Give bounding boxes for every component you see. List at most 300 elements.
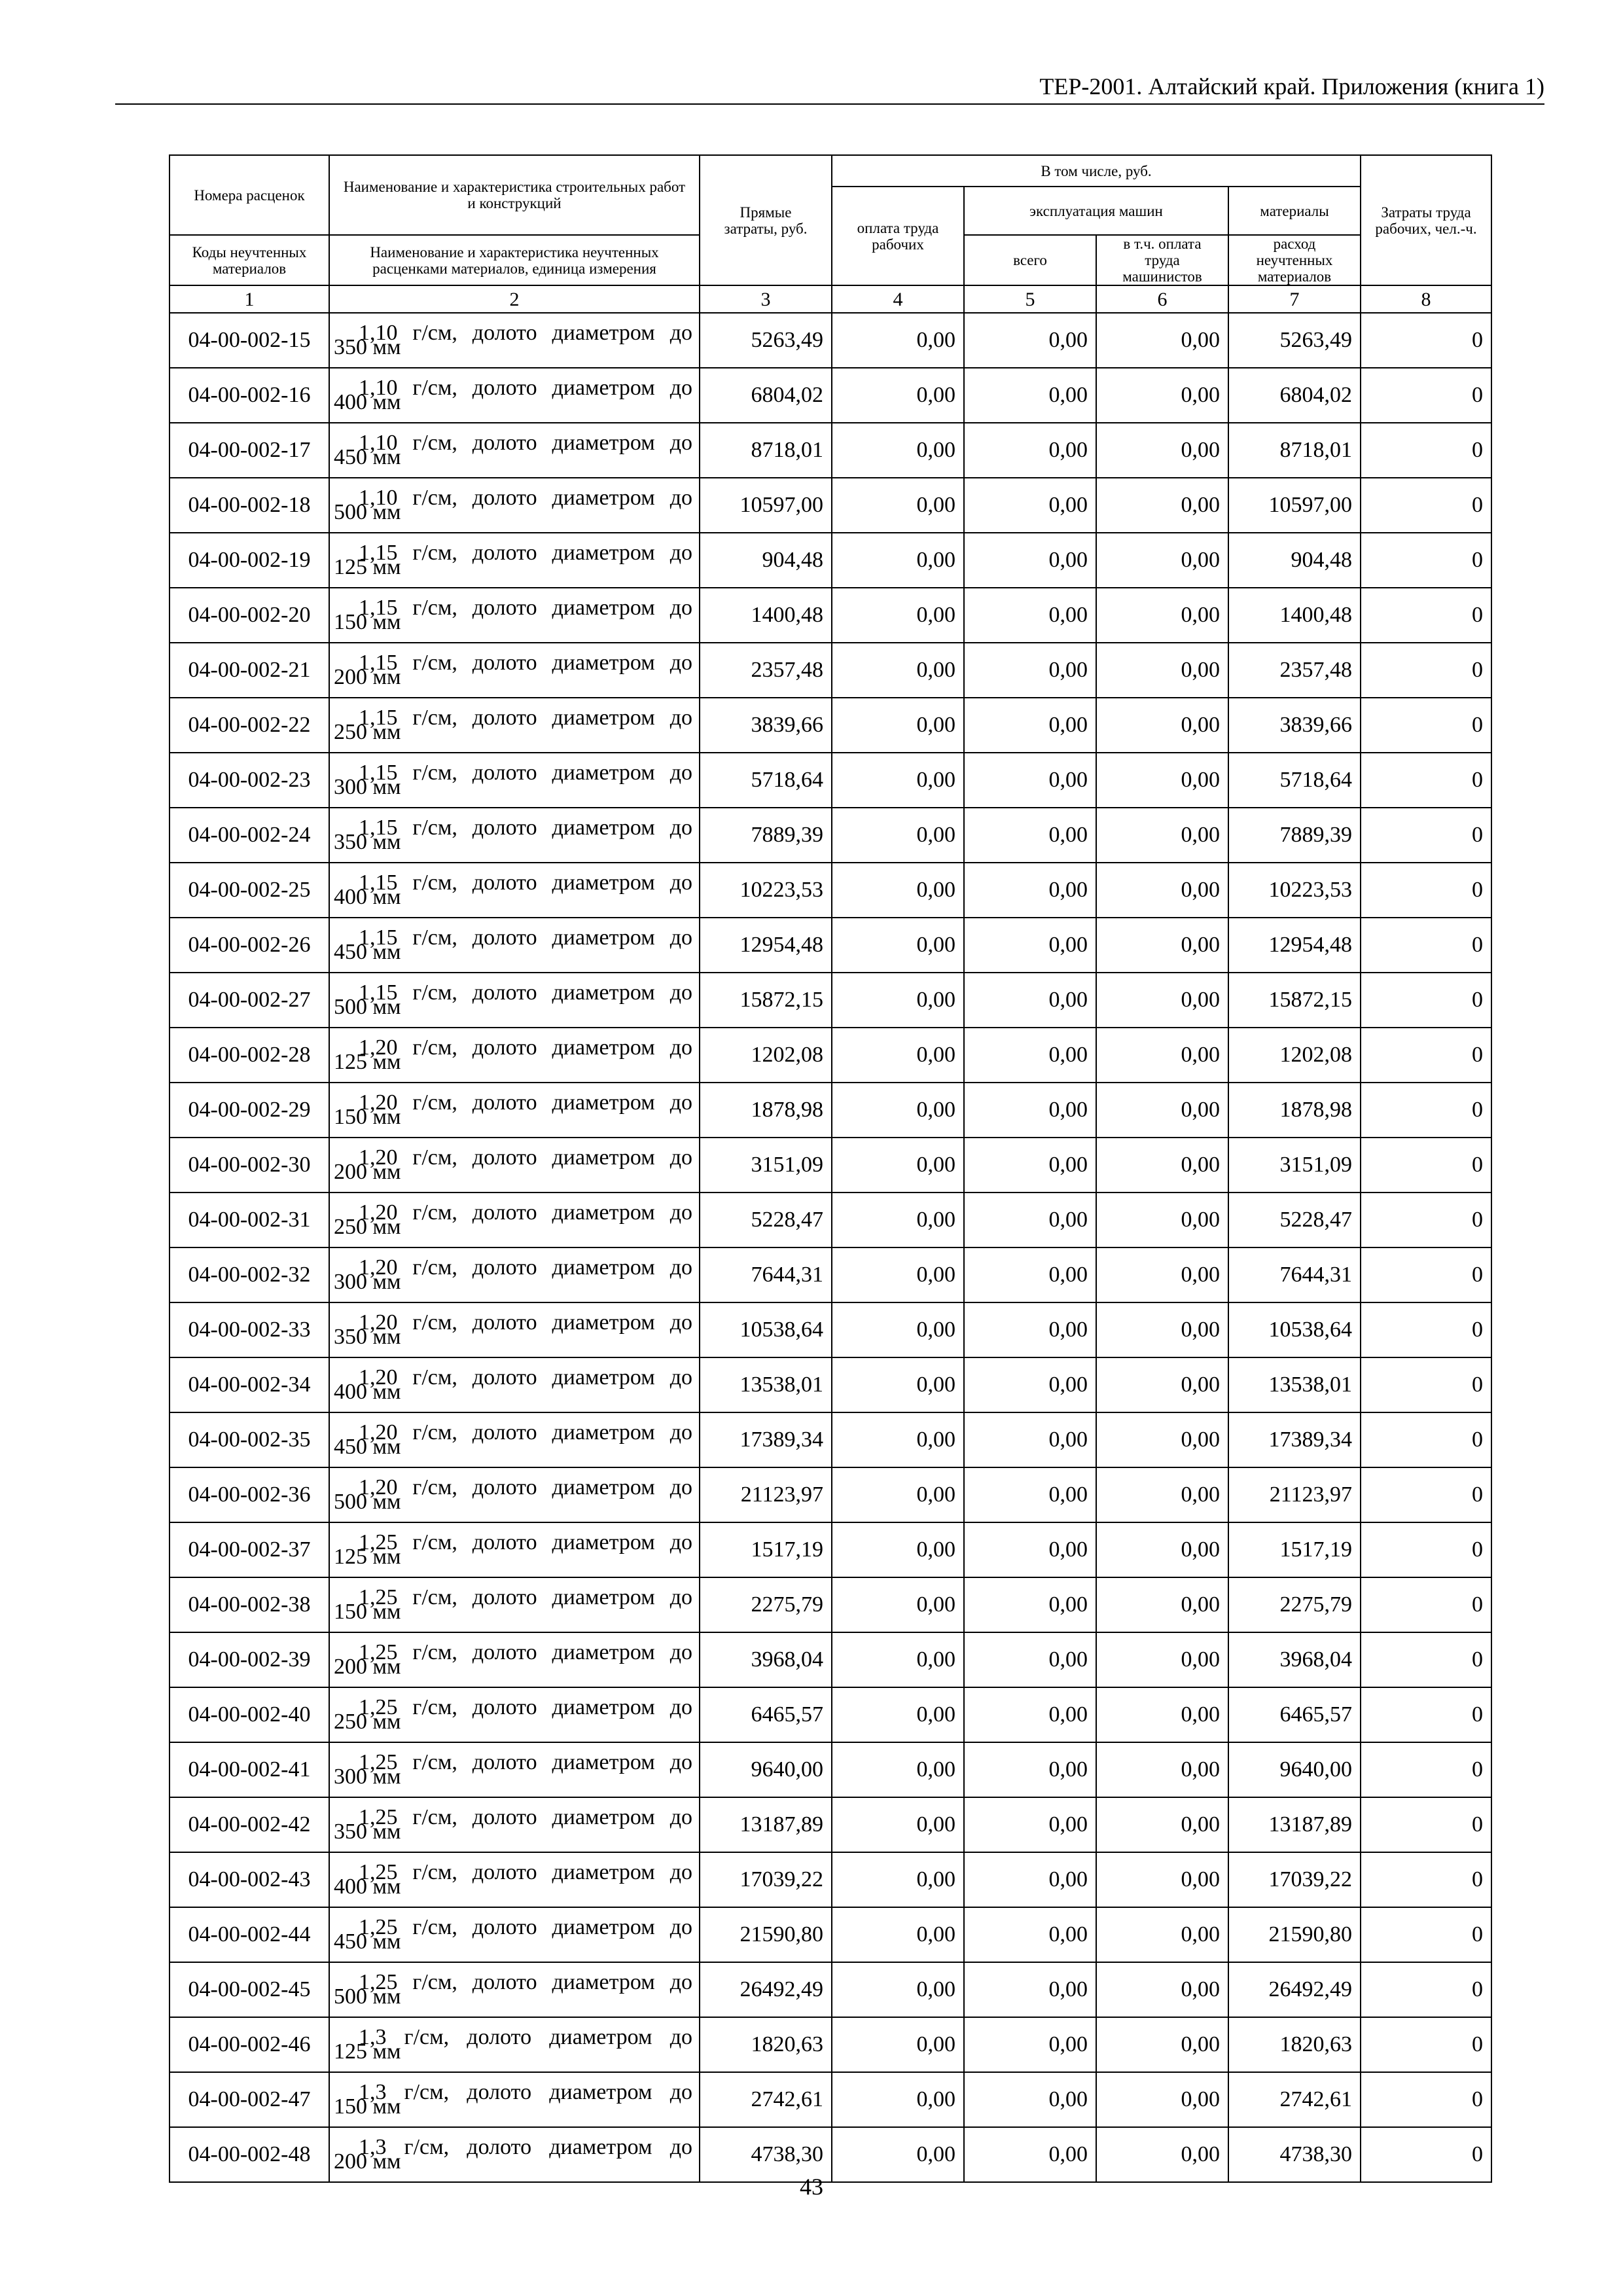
direct-costs-cell: 6804,02: [700, 368, 832, 423]
work-name-cell: [329, 1742, 700, 1797]
labor-hours-cell: 0: [1361, 1852, 1491, 1907]
work-name-cell: [329, 918, 700, 973]
machinists-pay-cell: 0,00: [1096, 478, 1228, 533]
work-name-cell: [329, 1962, 700, 2017]
materials-cell: 9640,00: [1228, 1742, 1361, 1797]
machines-total-cell: 0,00: [964, 1577, 1096, 1632]
materials-cell: 5228,47: [1228, 1193, 1361, 1247]
direct-costs-cell: 904,48: [700, 533, 832, 588]
machinists-pay-cell: 0,00: [1096, 863, 1228, 918]
work-name-cell: [329, 643, 700, 698]
direct-costs-cell: 1202,08: [700, 1028, 832, 1083]
diameter-line: 125 мм: [334, 1545, 401, 1569]
machines-total-cell: 0,00: [964, 918, 1096, 973]
work-name-line: 1,20 г/см, долото диаметром до: [359, 1365, 692, 1390]
work-name-line: 1,25 г/см, долото диаметром до: [359, 1915, 692, 1939]
diameter-line: 150 мм: [334, 1105, 401, 1129]
machines-total-cell: 0,00: [964, 1138, 1096, 1193]
diameter-line: 350 мм: [334, 1325, 401, 1349]
workers-pay-cell: 0,00: [832, 1632, 964, 1687]
work-name-cell: [329, 1357, 700, 1412]
machines-total-cell: 0,00: [964, 1193, 1096, 1247]
rate-code-cell: 04-00-002-18: [169, 478, 329, 533]
machinists-pay-cell: 0,00: [1096, 643, 1228, 698]
work-name-line: 1,25 г/см, долото диаметром до: [359, 1860, 692, 1884]
labor-hours-cell: 0: [1361, 1962, 1491, 2017]
work-name-line: 1,3 г/см, долото диаметром до: [359, 2025, 692, 2049]
work-name-line: 1,10 г/см, долото диаметром до: [359, 376, 692, 400]
labor-hours-cell: 0: [1361, 2017, 1491, 2072]
work-name-cell: [329, 1247, 700, 1302]
direct-costs-cell: 10223,53: [700, 863, 832, 918]
diameter-line: 400 мм: [334, 390, 401, 414]
table-row: [169, 588, 1491, 643]
labor-hours-cell: 0: [1361, 1247, 1491, 1302]
workers-pay-cell: 0,00: [832, 1852, 964, 1907]
diameter-line: 350 мм: [334, 335, 401, 359]
work-name-line: 1,20 г/см, долото диаметром до: [359, 1420, 692, 1444]
work-name-line: 1,15 г/см, долото диаметром до: [359, 541, 692, 565]
work-name-line: 1,25 г/см, долото диаметром до: [359, 1530, 692, 1554]
table-row: [169, 753, 1491, 808]
diameter-line: 200 мм: [334, 1655, 401, 1679]
materials-cell: 10597,00: [1228, 478, 1361, 533]
table-row: [169, 1962, 1491, 2017]
rate-code-cell: 04-00-002-46: [169, 2017, 329, 2072]
table-row: [169, 1467, 1491, 1522]
labor-hours-cell: 0: [1361, 423, 1491, 478]
machinists-pay-cell: 0,00: [1096, 1467, 1228, 1522]
diameter-line: 125 мм: [334, 2039, 401, 2064]
work-name-cell: [329, 478, 700, 533]
header-machines-total: всего: [964, 235, 1096, 285]
diameter-line: 400 мм: [334, 1874, 401, 1899]
materials-cell: 1878,98: [1228, 1083, 1361, 1138]
work-name-line: 1,25 г/см, долото диаметром до: [359, 1750, 692, 1774]
rate-code-cell: 04-00-002-45: [169, 1962, 329, 2017]
rate-code-cell: 04-00-002-31: [169, 1193, 329, 1247]
machines-total-cell: 0,00: [964, 478, 1096, 533]
labor-hours-cell: 0: [1361, 1138, 1491, 1193]
workers-pay-cell: 0,00: [832, 1412, 964, 1467]
table-row: [169, 478, 1491, 533]
machinists-pay-cell: 0,00: [1096, 808, 1228, 863]
table-row: [169, 643, 1491, 698]
direct-costs-cell: 4738,30: [700, 2127, 832, 2182]
machinists-pay-cell: 0,00: [1096, 1632, 1228, 1687]
rate-code-cell: 04-00-002-23: [169, 753, 329, 808]
direct-costs-cell: 5263,49: [700, 313, 832, 368]
materials-cell: 3968,04: [1228, 1632, 1361, 1687]
materials-cell: 2357,48: [1228, 643, 1361, 698]
table-row: [169, 863, 1491, 918]
column-number: 5: [964, 285, 1096, 313]
machines-total-cell: 0,00: [964, 1687, 1096, 1742]
machines-total-cell: 0,00: [964, 1797, 1096, 1852]
machines-total-cell: 0,00: [964, 588, 1096, 643]
table-row: [169, 1138, 1491, 1193]
header-machinists-pay: в т.ч. оплата труда машинистов: [1096, 235, 1228, 285]
machinists-pay-cell: 0,00: [1096, 1907, 1228, 1962]
table-row: [169, 2072, 1491, 2127]
materials-cell: 13187,89: [1228, 1797, 1361, 1852]
labor-hours-cell: 0: [1361, 313, 1491, 368]
work-name-cell: [329, 2072, 700, 2127]
direct-costs-cell: 13187,89: [700, 1797, 832, 1852]
work-name-line: 1,15 г/см, долото диаметром до: [359, 980, 692, 1005]
machines-total-cell: 0,00: [964, 1962, 1096, 2017]
direct-costs-cell: 21123,97: [700, 1467, 832, 1522]
header-direct-costs: Прямые затраты, руб.: [700, 155, 832, 285]
workers-pay-cell: 0,00: [832, 2127, 964, 2182]
direct-costs-cell: 8718,01: [700, 423, 832, 478]
machines-total-cell: 0,00: [964, 423, 1096, 478]
materials-cell: 17389,34: [1228, 1412, 1361, 1467]
rate-code-cell: 04-00-002-20: [169, 588, 329, 643]
work-name-line: 1,20 г/см, долото диаметром до: [359, 1035, 692, 1060]
rate-code-cell: 04-00-002-26: [169, 918, 329, 973]
rate-code-cell: 04-00-002-16: [169, 368, 329, 423]
work-name-cell: [329, 1083, 700, 1138]
rate-code-cell: 04-00-002-35: [169, 1412, 329, 1467]
table-row: [169, 1797, 1491, 1852]
materials-cell: 1820,63: [1228, 2017, 1361, 2072]
materials-cell: 2275,79: [1228, 1577, 1361, 1632]
work-name-line: 1,10 г/см, долото диаметром до: [359, 321, 692, 345]
rate-code-cell: 04-00-002-38: [169, 1577, 329, 1632]
rate-code-cell: 04-00-002-48: [169, 2127, 329, 2182]
workers-pay-cell: 0,00: [832, 1577, 964, 1632]
table-row: [169, 1742, 1491, 1797]
materials-cell: 21590,80: [1228, 1907, 1361, 1962]
work-name-cell: [329, 753, 700, 808]
labor-hours-cell: 0: [1361, 643, 1491, 698]
work-name-line: 1,25 г/см, долото диаметром до: [359, 1640, 692, 1664]
materials-cell: 7644,31: [1228, 1247, 1361, 1302]
table-row: [169, 1028, 1491, 1083]
machinists-pay-cell: 0,00: [1096, 533, 1228, 588]
header-rate-numbers: Номера расценок: [169, 155, 329, 235]
materials-cell: 26492,49: [1228, 1962, 1361, 2017]
materials-cell: 7889,39: [1228, 808, 1361, 863]
work-name-cell: [329, 588, 700, 643]
direct-costs-cell: 13538,01: [700, 1357, 832, 1412]
work-name-line: 1,25 г/см, долото диаметром до: [359, 1585, 692, 1609]
machinists-pay-cell: 0,00: [1096, 368, 1228, 423]
diameter-line: 500 мм: [334, 1984, 401, 2009]
work-name-line: 1,15 г/см, долото диаметром до: [359, 761, 692, 785]
workers-pay-cell: 0,00: [832, 918, 964, 973]
machinists-pay-cell: 0,00: [1096, 1193, 1228, 1247]
materials-cell: 10538,64: [1228, 1302, 1361, 1357]
work-name-line: 1,20 г/см, долото диаметром до: [359, 1255, 692, 1280]
machinists-pay-cell: 0,00: [1096, 1247, 1228, 1302]
labor-hours-cell: 0: [1361, 1357, 1491, 1412]
machines-total-cell: 0,00: [964, 1357, 1096, 1412]
labor-hours-cell: 0: [1361, 1687, 1491, 1742]
work-name-cell: [329, 1467, 700, 1522]
work-name-line: 1,25 г/см, долото диаметром до: [359, 1695, 692, 1719]
work-name-cell: [329, 1138, 700, 1193]
direct-costs-cell: 6465,57: [700, 1687, 832, 1742]
workers-pay-cell: 0,00: [832, 1467, 964, 1522]
machines-total-cell: 0,00: [964, 1467, 1096, 1522]
workers-pay-cell: 0,00: [832, 1028, 964, 1083]
machines-total-cell: 0,00: [964, 368, 1096, 423]
rate-code-cell: 04-00-002-25: [169, 863, 329, 918]
direct-costs-cell: 7644,31: [700, 1247, 832, 1302]
diameter-line: 450 мм: [334, 445, 401, 469]
direct-costs-cell: 1820,63: [700, 2017, 832, 2072]
table-row: [169, 1247, 1491, 1302]
machinists-pay-cell: 0,00: [1096, 2072, 1228, 2127]
machines-total-cell: 0,00: [964, 1412, 1096, 1467]
rate-code-cell: 04-00-002-33: [169, 1302, 329, 1357]
direct-costs-cell: 1400,48: [700, 588, 832, 643]
labor-hours-cell: 0: [1361, 1742, 1491, 1797]
machinists-pay-cell: 0,00: [1096, 1028, 1228, 1083]
materials-cell: 17039,22: [1228, 1852, 1361, 1907]
machinists-pay-cell: 0,00: [1096, 698, 1228, 753]
machines-total-cell: 0,00: [964, 1302, 1096, 1357]
page-number: 43: [800, 2174, 823, 2200]
labor-hours-cell: 0: [1361, 1797, 1491, 1852]
column-number: 4: [832, 285, 964, 313]
work-name-cell: [329, 1577, 700, 1632]
rate-code-cell: 04-00-002-17: [169, 423, 329, 478]
table-row: [169, 808, 1491, 863]
direct-costs-cell: 3968,04: [700, 1632, 832, 1687]
work-name-line: 1,15 г/см, долото диаметром до: [359, 925, 692, 950]
diameter-line: 500 мм: [334, 995, 401, 1019]
header-materials: материалы: [1228, 187, 1361, 235]
work-name-cell: [329, 698, 700, 753]
work-name-cell: [329, 1412, 700, 1467]
materials-cell: 5263,49: [1228, 313, 1361, 368]
machinists-pay-cell: 0,00: [1096, 313, 1228, 368]
rate-code-cell: 04-00-002-21: [169, 643, 329, 698]
labor-hours-cell: 0: [1361, 698, 1491, 753]
direct-costs-cell: 17389,34: [700, 1412, 832, 1467]
workers-pay-cell: 0,00: [832, 1302, 964, 1357]
machines-total-cell: 0,00: [964, 1852, 1096, 1907]
diameter-line: 125 мм: [334, 1050, 401, 1074]
direct-costs-cell: 5718,64: [700, 753, 832, 808]
materials-cell: 13538,01: [1228, 1357, 1361, 1412]
labor-hours-cell: 0: [1361, 2072, 1491, 2127]
materials-cell: 4738,30: [1228, 2127, 1361, 2182]
labor-hours-cell: 0: [1361, 863, 1491, 918]
direct-costs-cell: 2275,79: [700, 1577, 832, 1632]
diameter-line: 250 мм: [334, 1710, 401, 1734]
table-row: [169, 2017, 1491, 2072]
table-row: [169, 1522, 1491, 1577]
work-name-line: 1,15 г/см, долото диаметром до: [359, 596, 692, 620]
machines-total-cell: 0,00: [964, 698, 1096, 753]
workers-pay-cell: 0,00: [832, 2017, 964, 2072]
direct-costs-cell: 15872,15: [700, 973, 832, 1028]
materials-cell: 3151,09: [1228, 1138, 1361, 1193]
diameter-line: 150 мм: [334, 1600, 401, 1624]
workers-pay-cell: 0,00: [832, 1193, 964, 1247]
table-row: [169, 1907, 1491, 1962]
work-name-cell: [329, 1632, 700, 1687]
machines-total-cell: 0,00: [964, 1028, 1096, 1083]
machinists-pay-cell: 0,00: [1096, 1797, 1228, 1852]
page-header: [115, 71, 1544, 105]
direct-costs-cell: 2357,48: [700, 643, 832, 698]
materials-cell: 1517,19: [1228, 1522, 1361, 1577]
workers-pay-cell: 0,00: [832, 1357, 964, 1412]
work-name-line: 1,15 г/см, долото диаметром до: [359, 706, 692, 730]
work-name-line: 1,15 г/см, долото диаметром до: [359, 816, 692, 840]
work-name-line: 1,20 г/см, долото диаметром до: [359, 1145, 692, 1170]
machines-total-cell: 0,00: [964, 1742, 1096, 1797]
table-row: [169, 313, 1491, 368]
materials-cell: 21123,97: [1228, 1467, 1361, 1522]
direct-costs-cell: 2742,61: [700, 2072, 832, 2127]
work-name-line: 1,15 г/см, долото диаметром до: [359, 870, 692, 895]
labor-hours-cell: 0: [1361, 1193, 1491, 1247]
work-name-cell: [329, 808, 700, 863]
header-including-group: В том числе, руб.: [832, 155, 1361, 187]
header-work-name: Наименование и характеристика строительных работ и конструкций: [329, 155, 700, 235]
workers-pay-cell: 0,00: [832, 1687, 964, 1742]
work-name-cell: [329, 1522, 700, 1577]
labor-hours-cell: 0: [1361, 753, 1491, 808]
machines-total-cell: 0,00: [964, 973, 1096, 1028]
labor-hours-cell: 0: [1361, 1028, 1491, 1083]
rate-code-cell: 04-00-002-34: [169, 1357, 329, 1412]
machines-total-cell: 0,00: [964, 533, 1096, 588]
workers-pay-cell: 0,00: [832, 1797, 964, 1852]
workers-pay-cell: 0,00: [832, 1522, 964, 1577]
labor-hours-cell: 0: [1361, 1302, 1491, 1357]
table-body: [169, 313, 1491, 2182]
workers-pay-cell: 0,00: [832, 423, 964, 478]
materials-cell: 2742,61: [1228, 2072, 1361, 2127]
table-row: [169, 1083, 1491, 1138]
materials-cell: 1400,48: [1228, 588, 1361, 643]
work-name-cell: [329, 1687, 700, 1742]
rate-code-cell: 04-00-002-47: [169, 2072, 329, 2127]
labor-hours-cell: 0: [1361, 478, 1491, 533]
machines-total-cell: 0,00: [964, 1632, 1096, 1687]
table-row: [169, 1412, 1491, 1467]
machinists-pay-cell: 0,00: [1096, 2127, 1228, 2182]
header-labor-hours: Затраты труда рабочих, чел.-ч.: [1361, 155, 1491, 285]
labor-hours-cell: 0: [1361, 1907, 1491, 1962]
header-material-name: Наименование и характеристика неучтенных расценками материалов, единица измерения: [329, 235, 700, 285]
materials-cell: 3839,66: [1228, 698, 1361, 753]
machines-total-cell: 0,00: [964, 863, 1096, 918]
labor-hours-cell: 0: [1361, 2127, 1491, 2182]
labor-hours-cell: 0: [1361, 1522, 1491, 1577]
machinists-pay-cell: 0,00: [1096, 918, 1228, 973]
column-number: 1: [169, 285, 329, 313]
work-name-cell: [329, 1028, 700, 1083]
rate-code-cell: 04-00-002-19: [169, 533, 329, 588]
machinists-pay-cell: 0,00: [1096, 1852, 1228, 1907]
workers-pay-cell: 0,00: [832, 698, 964, 753]
diameter-line: 300 мм: [334, 1270, 401, 1294]
diameter-line: 250 мм: [334, 1215, 401, 1239]
rate-code-cell: 04-00-002-42: [169, 1797, 329, 1852]
direct-costs-cell: 10597,00: [700, 478, 832, 533]
materials-cell: 904,48: [1228, 533, 1361, 588]
workers-pay-cell: 0,00: [832, 973, 964, 1028]
workers-pay-cell: 0,00: [832, 1083, 964, 1138]
machinists-pay-cell: 0,00: [1096, 753, 1228, 808]
work-name-cell: [329, 1907, 700, 1962]
materials-cell: 10223,53: [1228, 863, 1361, 918]
machinists-pay-cell: 0,00: [1096, 1138, 1228, 1193]
workers-pay-cell: 0,00: [832, 478, 964, 533]
machinists-pay-cell: 0,00: [1096, 1962, 1228, 2017]
work-name-cell: [329, 423, 700, 478]
machines-total-cell: 0,00: [964, 1907, 1096, 1962]
materials-cell: 12954,48: [1228, 918, 1361, 973]
diameter-line: 200 мм: [334, 1160, 401, 1184]
diameter-line: 300 мм: [334, 1765, 401, 1789]
work-name-line: 1,3 г/см, долото диаметром до: [359, 2135, 692, 2159]
work-name-line: 1,20 г/см, долото диаметром до: [359, 1310, 692, 1335]
work-name-line: 1,25 г/см, долото диаметром до: [359, 1970, 692, 1994]
machinists-pay-cell: 0,00: [1096, 588, 1228, 643]
rate-code-cell: 04-00-002-28: [169, 1028, 329, 1083]
work-name-cell: [329, 368, 700, 423]
document-title: ТЕР-2001. Алтайский край. Приложения (книга 1): [1039, 73, 1544, 99]
header-unaccounted-materials: расход неучтенных материалов: [1228, 235, 1361, 285]
machinists-pay-cell: 0,00: [1096, 1522, 1228, 1577]
work-name-line: 1,3 г/см, долото диаметром до: [359, 2080, 692, 2104]
materials-cell: 6465,57: [1228, 1687, 1361, 1742]
rate-code-cell: 04-00-002-15: [169, 313, 329, 368]
machinists-pay-cell: 0,00: [1096, 1577, 1228, 1632]
machines-total-cell: 0,00: [964, 1083, 1096, 1138]
workers-pay-cell: 0,00: [832, 1247, 964, 1302]
header-material-codes: Коды неучтенных материалов: [169, 235, 329, 285]
diameter-line: 500 мм: [334, 1490, 401, 1514]
machines-total-cell: 0,00: [964, 1522, 1096, 1577]
labor-hours-cell: 0: [1361, 1083, 1491, 1138]
rate-code-cell: 04-00-002-27: [169, 973, 329, 1028]
column-number: 7: [1228, 285, 1361, 313]
work-name-cell: [329, 1797, 700, 1852]
direct-costs-cell: 1517,19: [700, 1522, 832, 1577]
work-name-line: 1,20 г/см, долото диаметром до: [359, 1475, 692, 1499]
diameter-line: 300 мм: [334, 775, 401, 799]
workers-pay-cell: 0,00: [832, 1742, 964, 1797]
machines-total-cell: 0,00: [964, 2017, 1096, 2072]
direct-costs-cell: 3151,09: [700, 1138, 832, 1193]
rate-code-cell: 04-00-002-36: [169, 1467, 329, 1522]
machinists-pay-cell: 0,00: [1096, 1412, 1228, 1467]
materials-cell: 15872,15: [1228, 973, 1361, 1028]
rate-code-cell: 04-00-002-24: [169, 808, 329, 863]
work-name-line: 1,25 г/см, долото диаметром до: [359, 1805, 692, 1829]
table-row: [169, 698, 1491, 753]
labor-hours-cell: 0: [1361, 1632, 1491, 1687]
rate-code-cell: 04-00-002-44: [169, 1907, 329, 1962]
rate-code-cell: 04-00-002-32: [169, 1247, 329, 1302]
rate-code-cell: 04-00-002-22: [169, 698, 329, 753]
table-row: [169, 368, 1491, 423]
workers-pay-cell: 0,00: [832, 368, 964, 423]
diameter-line: 350 мм: [334, 830, 401, 854]
work-name-cell: [329, 313, 700, 368]
workers-pay-cell: 0,00: [832, 753, 964, 808]
